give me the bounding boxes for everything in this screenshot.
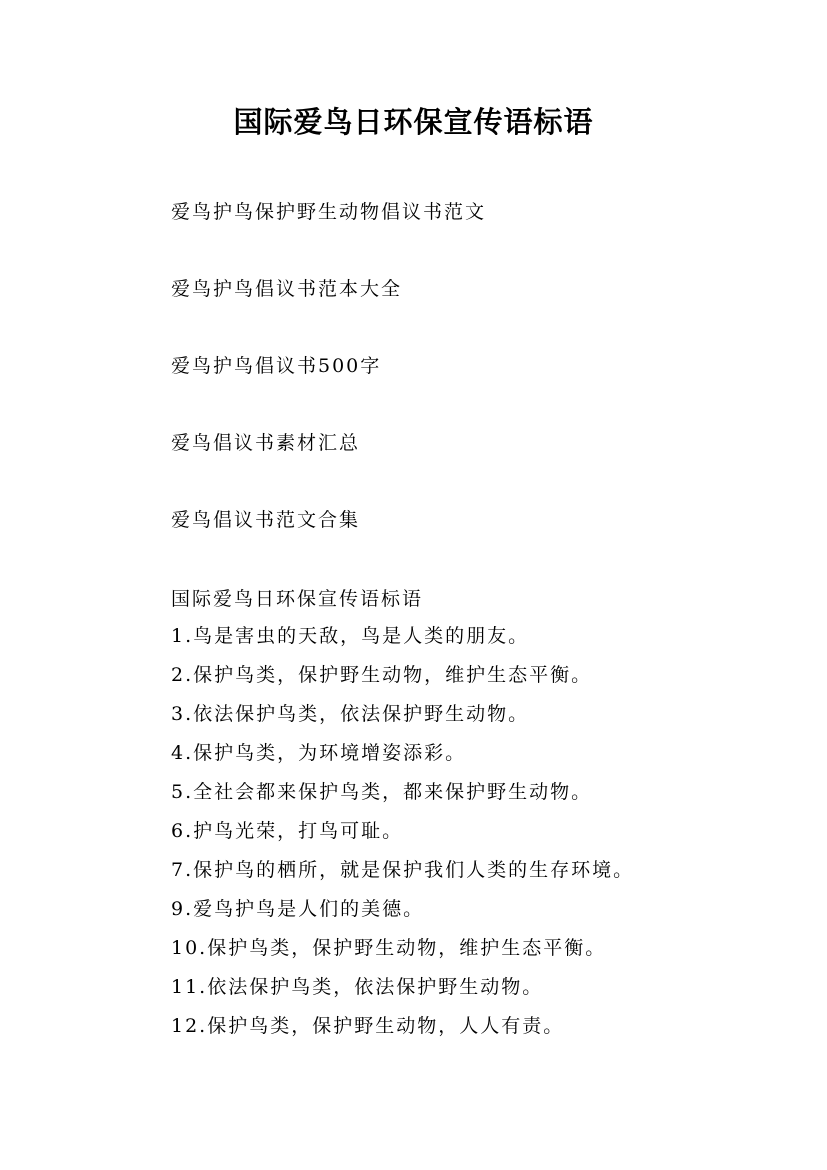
slogan-item: 10.保护鸟类，保护野生动物，维护生态平衡。 [171, 937, 607, 959]
slogan-item: 7.保护鸟的栖所，就是保护我们人类的生存环境。 [171, 859, 635, 881]
section-heading: 国际爱鸟日环保宣传语标语 [171, 588, 424, 610]
slogan-item: 3.依法保护鸟类，依法保护野生动物。 [171, 703, 530, 725]
slogan-item: 9.爱鸟护鸟是人们的美德。 [171, 898, 425, 920]
slogan-list [171, 617, 791, 1046]
slogan-item: 5.全社会都来保护鸟类，都来保护野生动物。 [171, 781, 593, 803]
related-link-4[interactable]: 爱鸟倡议书素材汇总 [171, 432, 361, 454]
related-link-3[interactable]: 爱鸟护鸟倡议书500字 [171, 355, 382, 377]
slogan-item: 2.保护鸟类，保护野生动物，维护生态平衡。 [171, 664, 593, 686]
page-title: 国际爱鸟日环保宣传语标语 [233, 105, 594, 139]
slogan-item: 6.护鸟光荣，打鸟可耻。 [171, 820, 404, 842]
related-link-1[interactable]: 爱鸟护鸟保护野生动物倡议书范文 [171, 201, 487, 223]
related-link-5[interactable]: 爱鸟倡议书范文合集 [171, 509, 361, 531]
slogan-section [171, 581, 791, 1046]
slogan-item: 11.依法保护鸟类，依法保护野生动物。 [171, 976, 544, 998]
slogan-item: 4.保护鸟类，为环境增姿添彩。 [171, 742, 467, 764]
related-link-2[interactable]: 爱鸟护鸟倡议书范本大全 [171, 278, 403, 300]
slogan-item: 1.鸟是害虫的天敌，鸟是人类的朋友。 [171, 625, 530, 647]
slogan-item: 12.保护鸟类，保护野生动物，人人有责。 [171, 1015, 565, 1037]
related-links-list [171, 194, 771, 579]
